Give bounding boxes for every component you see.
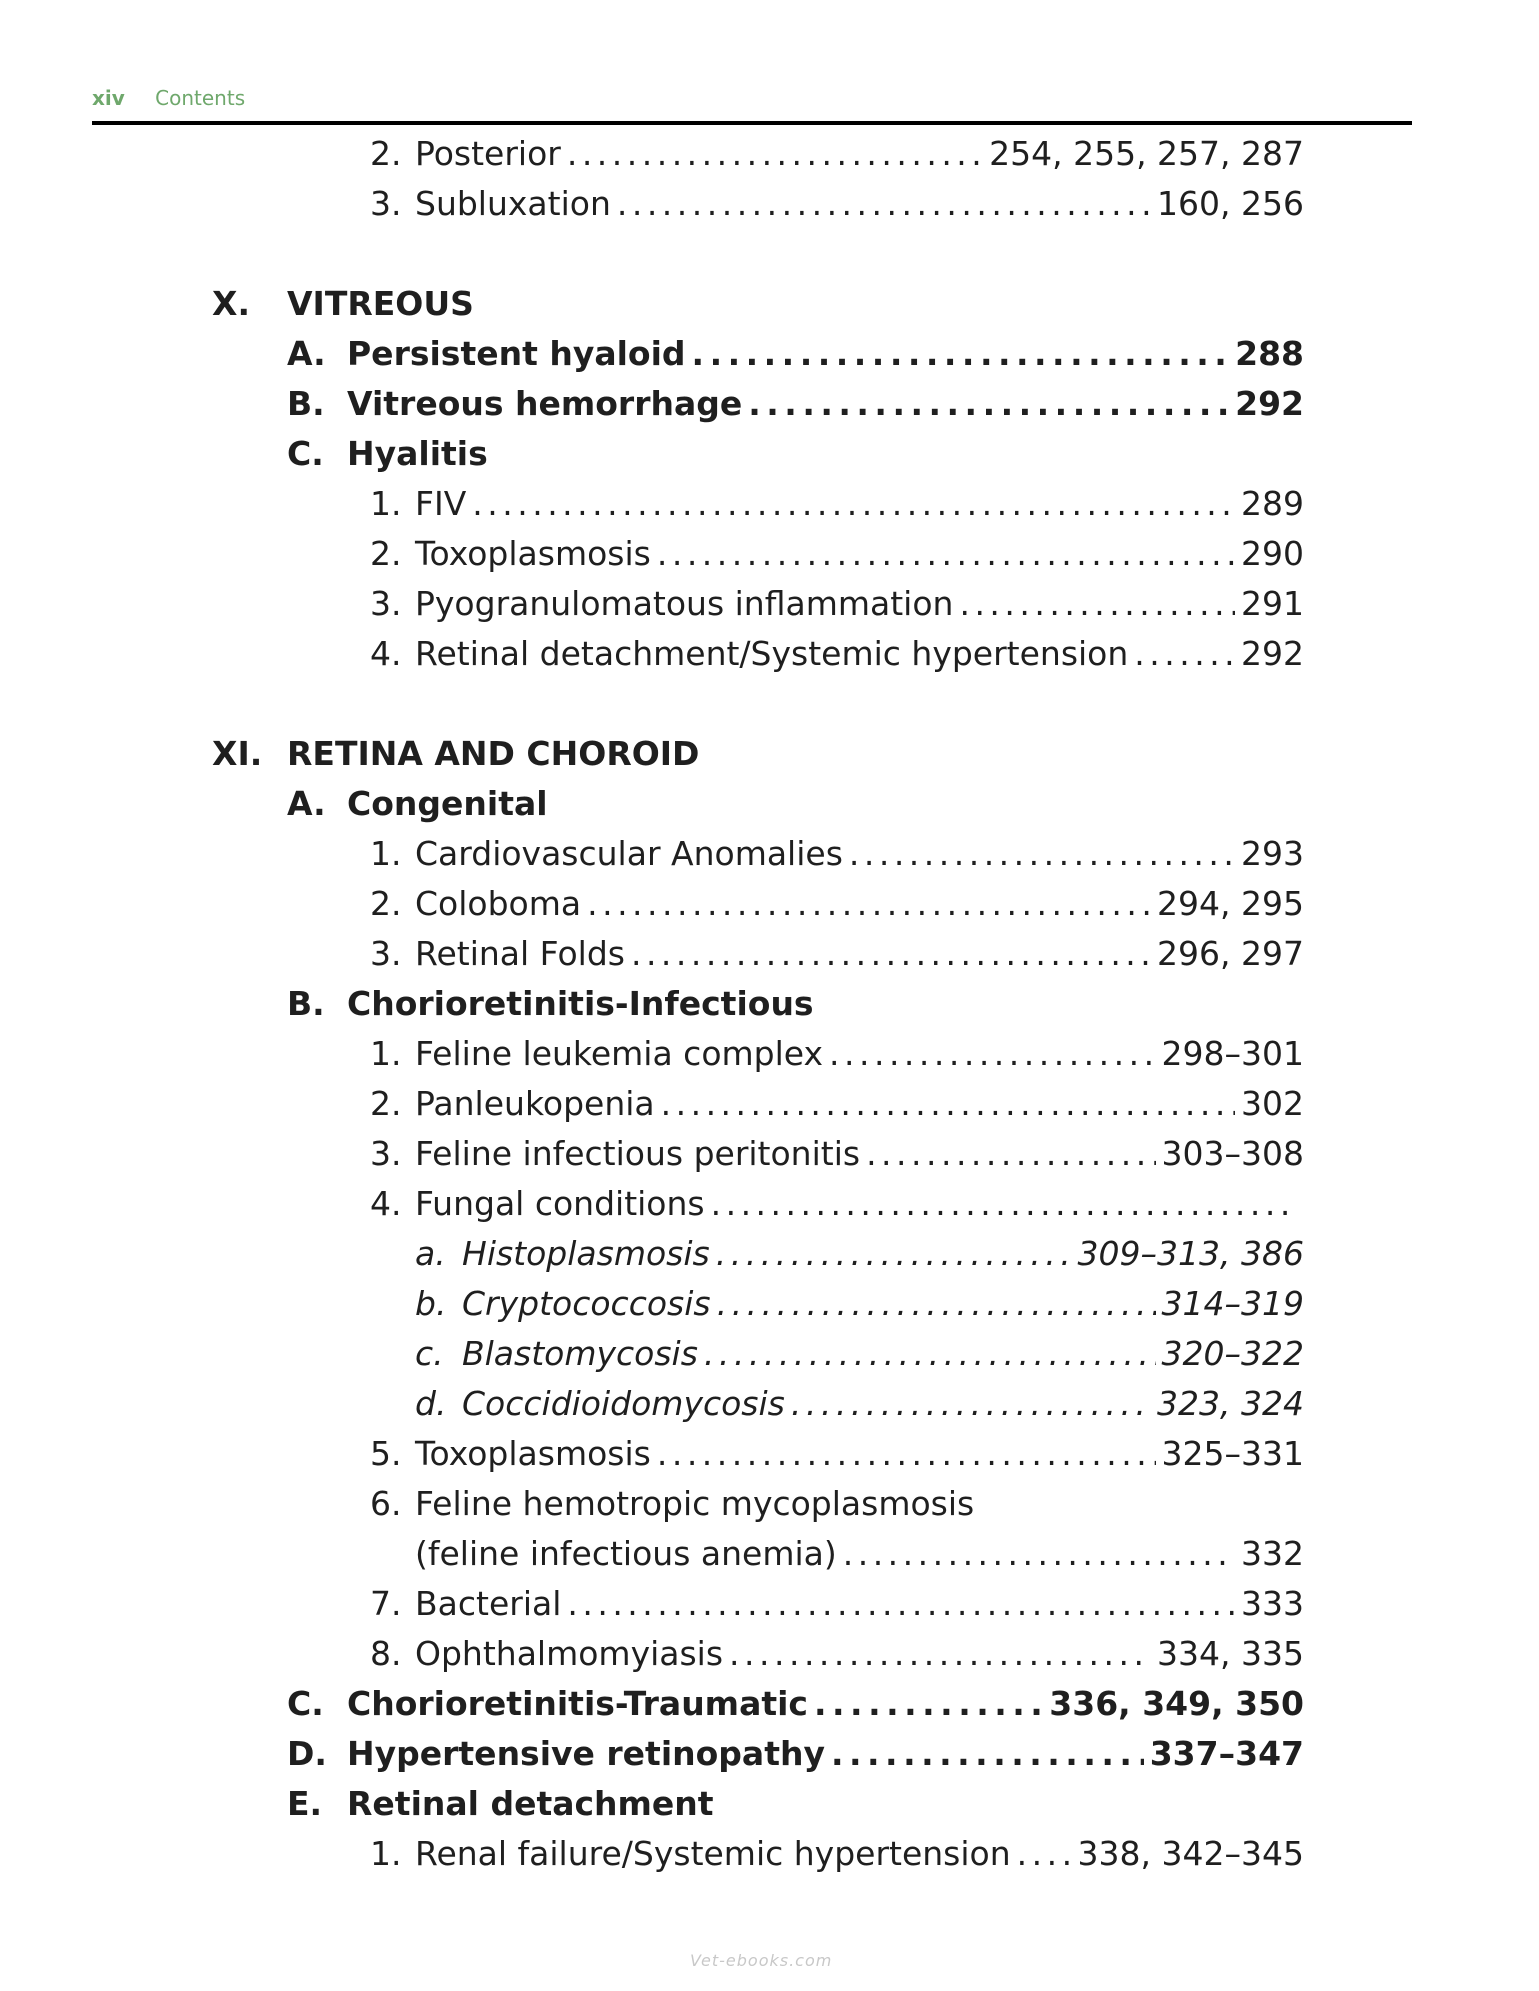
dot-leader (1017, 1834, 1072, 1873)
toc-entry-pages: 289 (1241, 483, 1304, 523)
toc-entry-pages: 296, 297 (1157, 933, 1304, 973)
dot-leader (657, 534, 1235, 573)
toc-entry-pages: 290 (1241, 533, 1304, 573)
toc-entry-title: Retinal detachment (347, 1783, 714, 1823)
dot-leader (711, 1184, 1294, 1223)
toc-entry-number: c. (415, 1333, 444, 1373)
dot-leader (814, 1684, 1043, 1723)
dot-leader (748, 384, 1229, 423)
toc-entry (287, 1728, 1304, 1778)
toc-entry-title: Histoplasmosis (462, 1233, 710, 1273)
toc-entry-title: Retinal Folds (415, 933, 625, 973)
toc-entry (370, 1628, 1304, 1678)
dot-leader (567, 134, 983, 173)
toc-entry-number: B. (287, 983, 325, 1023)
toc-entry-pages: 302 (1241, 1083, 1304, 1123)
toc-entry-title: Vitreous hemorrhage (347, 383, 743, 423)
toc-entry (415, 1278, 1304, 1328)
toc-entry-title: Renal failure/Systemic hypertension (415, 1833, 1011, 1873)
toc-entry (370, 878, 1304, 928)
toc-entry (287, 328, 1304, 378)
dot-leader (587, 884, 1151, 923)
toc-entry-pages: 303–308 (1161, 1133, 1304, 1173)
toc-entry (370, 928, 1304, 978)
toc-entry (370, 178, 1304, 228)
toc-entry (370, 1478, 1304, 1528)
toc-entry (287, 1678, 1304, 1728)
toc-entry-number: D. (287, 1733, 327, 1773)
toc-entry (370, 1428, 1304, 1478)
toc-entry (212, 278, 1304, 328)
toc-entry (370, 528, 1304, 578)
running-head-title: Contents (155, 86, 246, 110)
toc-entry-number: 4. (370, 633, 402, 673)
toc-entry-pages: 323, 324 (1157, 1383, 1304, 1423)
toc-entry-title: (feline infectious anemia) (415, 1533, 837, 1573)
toc-entry-title: Pyogranulomatous inflammation (415, 583, 954, 623)
toc-entry-title: Coccidioidomycosis (462, 1383, 785, 1423)
dot-leader (704, 1334, 1156, 1373)
toc-entry (415, 1228, 1304, 1278)
toc-entry-number: E. (287, 1783, 323, 1823)
toc-entry-title: Cardiovascular Anomalies (415, 833, 843, 873)
toc-entry-number: 1. (370, 833, 402, 873)
toc-entry-title: Toxoplasmosis (415, 1433, 651, 1473)
toc-entry-title: Feline infectious peritonitis (415, 1133, 861, 1173)
toc-entry (287, 378, 1304, 428)
toc-entry-number: 3. (370, 183, 402, 223)
toc-entry (370, 1028, 1304, 1078)
dot-leader (657, 1434, 1156, 1473)
toc-entry-number: C. (287, 433, 324, 473)
toc-entry-title: Hypertensive retinopathy (347, 1733, 825, 1773)
toc-entry (415, 1328, 1304, 1378)
toc-entry-pages: 314–319 (1161, 1283, 1304, 1323)
toc-entry (370, 1078, 1304, 1128)
toc-entry-number: 8. (370, 1633, 402, 1673)
dot-leader (791, 1384, 1151, 1423)
toc-entry-number: 5. (370, 1433, 402, 1473)
watermark: Vet-ebooks.com (690, 1951, 833, 1970)
toc-entry-number: 2. (370, 883, 402, 923)
toc-entry-pages: 293 (1241, 833, 1304, 873)
toc-entry-number: A. (287, 333, 326, 373)
toc-entry-title: FIV (415, 483, 467, 523)
toc-entry (370, 1828, 1304, 1878)
toc-entry-pages: 298–301 (1161, 1033, 1304, 1073)
toc-entry-title: Panleukopenia (415, 1083, 655, 1123)
toc-entry-pages: 336, 349, 350 (1049, 1683, 1304, 1723)
toc-entry-pages: 254, 255, 257, 287 (989, 133, 1304, 173)
toc-entry-number: A. (287, 783, 326, 823)
toc-entry-number: 3. (370, 583, 402, 623)
toc-entry-number: X. (212, 283, 250, 323)
toc-entry-number: b. (415, 1283, 447, 1323)
dot-leader (831, 1734, 1144, 1773)
dot-leader (849, 834, 1235, 873)
toc-entry (415, 1528, 1304, 1578)
toc-entry-number: a. (415, 1233, 446, 1273)
toc-entry (287, 978, 1304, 1028)
toc-entry (287, 1778, 1304, 1828)
toc-entry-title: Chorioretinitis-Infectious (347, 983, 814, 1023)
toc-entry-pages: 333 (1241, 1583, 1304, 1623)
header-rule (92, 121, 1412, 125)
toc-entry-title: Hyalitis (347, 433, 488, 473)
dot-leader (692, 334, 1230, 373)
dot-leader (661, 1084, 1235, 1123)
toc-entry-pages: 288 (1235, 333, 1304, 373)
toc-entry (287, 778, 1304, 828)
toc-entry-pages: 160, 256 (1157, 183, 1304, 223)
toc-entry (370, 828, 1304, 878)
toc-entry (370, 628, 1304, 678)
toc-entry-title: VITREOUS (287, 283, 474, 323)
toc-entry-pages: 332 (1241, 1533, 1304, 1573)
toc-entry-number: 3. (370, 1133, 402, 1173)
toc-entry (370, 1128, 1304, 1178)
dot-leader (567, 1584, 1235, 1623)
running-head (92, 86, 245, 110)
toc-entry (370, 128, 1304, 178)
dot-leader (959, 584, 1235, 623)
toc-entry-title: Toxoplasmosis (415, 533, 651, 573)
dot-leader (717, 1284, 1156, 1323)
toc-entry (415, 1378, 1304, 1428)
page-folio: xiv (92, 86, 125, 110)
toc-entry-pages: 294, 295 (1157, 883, 1304, 923)
toc-entry-pages: 309–313, 386 (1077, 1233, 1304, 1273)
toc-entry-number: 3. (370, 933, 402, 973)
dot-leader (472, 484, 1235, 523)
toc-entry-title: Chorioretinitis-Traumatic (347, 1683, 808, 1723)
toc-entry (370, 578, 1304, 628)
toc-entry-number: 2. (370, 533, 402, 573)
toc-entry-title: Retinal detachment/Systemic hypertension (415, 633, 1129, 673)
toc-entry-number: C. (287, 1683, 324, 1723)
dot-leader (617, 184, 1151, 223)
toc-entry-number: B. (287, 383, 325, 423)
toc-entry-pages: 292 (1235, 383, 1304, 423)
toc-entry-number: 1. (370, 1033, 402, 1073)
dot-leader (843, 1534, 1235, 1573)
toc-entry-title: RETINA AND CHOROID (287, 733, 700, 773)
toc-entry-number: 2. (370, 133, 402, 173)
toc-entry-pages: 291 (1241, 583, 1304, 623)
dot-leader (829, 1034, 1155, 1073)
toc-entry-title: Posterior (415, 133, 561, 173)
toc-entry (370, 1178, 1304, 1228)
toc-entry-pages: 334, 335 (1157, 1633, 1304, 1673)
toc-entry-number: 1. (370, 483, 402, 523)
toc-entry-title: Bacterial (415, 1583, 562, 1623)
toc-entry-number: 2. (370, 1083, 402, 1123)
toc-entry-title: Subluxation (415, 183, 611, 223)
toc-entry-title: Feline leukemia complex (415, 1033, 824, 1073)
toc-entry-number: d. (415, 1383, 447, 1423)
toc-entry-pages: 292 (1241, 633, 1304, 673)
toc-entry-pages: 337–347 (1149, 1733, 1304, 1773)
toc-entry-title: Coloboma (415, 883, 582, 923)
toc-entry-title: Blastomycosis (462, 1333, 698, 1373)
toc-entry-title: Ophthalmomyiasis (415, 1633, 724, 1673)
toc-entry-pages: 338, 342–345 (1077, 1833, 1304, 1873)
toc-entry-title: Cryptococcosis (462, 1283, 711, 1323)
toc-entry-number: 6. (370, 1483, 402, 1523)
dot-leader (729, 1634, 1151, 1673)
dot-leader (1134, 634, 1235, 673)
toc-entry (370, 1578, 1304, 1628)
toc-entry-number: 1. (370, 1833, 402, 1873)
dot-leader (866, 1134, 1155, 1173)
toc-entry-number: XI. (212, 733, 263, 773)
toc-entry-title: Fungal conditions (415, 1183, 705, 1223)
toc-entry-pages: 325–331 (1161, 1433, 1304, 1473)
dot-leader (631, 934, 1151, 973)
toc-entry (370, 478, 1304, 528)
toc-entry-title: Persistent hyaloid (347, 333, 686, 373)
dot-leader (716, 1234, 1072, 1273)
toc-entry (287, 428, 1304, 478)
toc-entry (212, 728, 1304, 778)
toc-entry-title: Congenital (347, 783, 548, 823)
toc-entry-number: 7. (370, 1583, 402, 1623)
toc-entry-number: 4. (370, 1183, 402, 1223)
toc-entry-pages: 320–322 (1161, 1333, 1304, 1373)
toc-entry-title: Feline hemotropic mycoplasmosis (415, 1483, 975, 1523)
